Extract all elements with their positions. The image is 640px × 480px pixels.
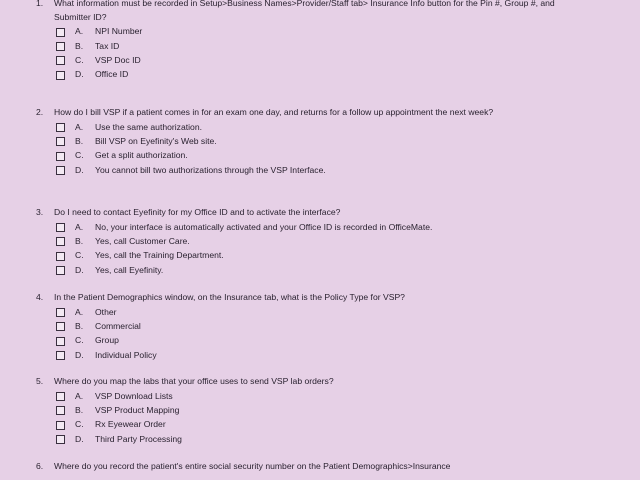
question-5 bbox=[36, 375, 576, 447]
option-d[interactable] bbox=[56, 432, 576, 446]
checkbox-icon[interactable] bbox=[56, 71, 65, 80]
option-d[interactable] bbox=[56, 68, 576, 82]
option-text: Office ID bbox=[95, 69, 129, 80]
checkbox-icon[interactable] bbox=[56, 252, 65, 261]
question-text: In the Patient Demographics window, on the Insurance tab, what is the Policy Type for VSP? bbox=[54, 292, 405, 302]
option-b[interactable] bbox=[56, 235, 576, 249]
checkbox-icon[interactable] bbox=[56, 308, 65, 317]
checkbox-icon[interactable] bbox=[56, 421, 65, 430]
checkbox-icon[interactable] bbox=[56, 237, 65, 246]
option-text: Bill VSP on Eyefinity's Web site. bbox=[95, 136, 217, 147]
option-c[interactable] bbox=[56, 249, 576, 263]
checkbox-icon[interactable] bbox=[56, 337, 65, 346]
checkbox-icon[interactable] bbox=[56, 152, 65, 161]
checkbox-icon[interactable] bbox=[56, 42, 65, 51]
option-letter: C. bbox=[75, 150, 84, 161]
options-list bbox=[56, 121, 576, 178]
option-letter: A. bbox=[75, 221, 84, 232]
checkbox-icon[interactable] bbox=[56, 223, 65, 232]
options-list bbox=[56, 221, 576, 278]
option-letter: D. bbox=[75, 349, 84, 360]
option-letter: C. bbox=[75, 54, 84, 65]
option-letter: C. bbox=[75, 250, 84, 261]
option-a[interactable] bbox=[56, 221, 576, 235]
option-letter: D. bbox=[75, 433, 84, 444]
checkbox-icon[interactable] bbox=[56, 435, 65, 444]
option-letter: B. bbox=[75, 40, 84, 51]
option-text: You cannot bill two authorizations through the VSP Interface. bbox=[95, 164, 326, 175]
option-text: Yes, call Eyefinity. bbox=[95, 264, 164, 275]
option-b[interactable] bbox=[56, 404, 576, 418]
question-number: 2. bbox=[36, 107, 44, 117]
checkbox-icon[interactable] bbox=[56, 137, 65, 146]
option-b[interactable] bbox=[56, 39, 576, 53]
question-4 bbox=[36, 291, 576, 363]
option-letter: A. bbox=[75, 390, 84, 401]
option-text: Other bbox=[95, 306, 117, 317]
option-text: Yes, call Customer Care. bbox=[95, 236, 190, 247]
option-letter: D. bbox=[75, 264, 84, 275]
option-letter: D. bbox=[75, 69, 84, 80]
checkbox-icon[interactable] bbox=[56, 322, 65, 331]
checkbox-icon[interactable] bbox=[56, 406, 65, 415]
option-a[interactable] bbox=[56, 390, 576, 404]
question-2 bbox=[36, 106, 576, 178]
checkbox-icon[interactable] bbox=[56, 392, 65, 401]
question-6 bbox=[36, 460, 576, 474]
option-c[interactable] bbox=[56, 149, 576, 163]
option-d[interactable] bbox=[56, 348, 576, 362]
question-number: 6. bbox=[36, 461, 44, 471]
question-text: What information must be recorded in Setup>Business Names>Provider/Staff tab> Insurance Info button for the Pin #, Group #, and Submitter ID? bbox=[54, 0, 555, 22]
option-text: Tax ID bbox=[95, 40, 120, 51]
option-text: Third Party Processing bbox=[95, 433, 182, 444]
options-list bbox=[56, 25, 576, 82]
question-1 bbox=[36, 0, 576, 82]
question-number: 3. bbox=[36, 207, 44, 217]
question-number: 4. bbox=[36, 292, 44, 302]
option-letter: B. bbox=[75, 136, 84, 147]
option-b[interactable] bbox=[56, 135, 576, 149]
options-list bbox=[56, 390, 576, 447]
question-text: How do I bill VSP if a patient comes in for an exam one day, and returns for a follow up appointment the next week? bbox=[54, 107, 494, 117]
option-letter: C. bbox=[75, 335, 84, 346]
option-c[interactable] bbox=[56, 54, 576, 68]
option-c[interactable] bbox=[56, 418, 576, 432]
option-text: Rx Eyewear Order bbox=[95, 419, 166, 430]
option-letter: B. bbox=[75, 236, 84, 247]
option-letter: C. bbox=[75, 419, 84, 430]
question-text: Where do you record the patient's entire social security number on the Patient Demographics>Insurance bbox=[54, 461, 451, 471]
option-a[interactable] bbox=[56, 25, 576, 39]
option-text: Get a split authorization. bbox=[95, 150, 188, 161]
options-list bbox=[56, 306, 576, 363]
option-text: Individual Policy bbox=[95, 349, 157, 360]
question-text: Do I need to contact Eyefinity for my Office ID and to activate the interface? bbox=[54, 207, 341, 217]
option-d[interactable] bbox=[56, 163, 576, 177]
option-d[interactable] bbox=[56, 263, 576, 277]
option-text: Use the same authorization. bbox=[95, 121, 203, 132]
question-number: 1. bbox=[36, 0, 44, 8]
option-a[interactable] bbox=[56, 121, 576, 135]
question-number: 5. bbox=[36, 376, 44, 386]
option-letter: B. bbox=[75, 405, 84, 416]
option-letter: B. bbox=[75, 321, 84, 332]
checkbox-icon[interactable] bbox=[56, 28, 65, 37]
option-text: VSP Product Mapping bbox=[95, 405, 180, 416]
option-text: VSP Download Lists bbox=[95, 390, 173, 401]
option-letter: D. bbox=[75, 164, 84, 175]
option-text: No, your interface is automatically activated and your Office ID is recorded in OfficeMate. bbox=[95, 221, 433, 232]
option-text: Group bbox=[95, 335, 119, 346]
option-letter: A. bbox=[75, 121, 84, 132]
question-3 bbox=[36, 206, 576, 278]
checkbox-icon[interactable] bbox=[56, 351, 65, 360]
option-letter: A. bbox=[75, 306, 84, 317]
option-text: NPI Number bbox=[95, 26, 143, 37]
option-b[interactable] bbox=[56, 320, 576, 334]
question-text: Where do you map the labs that your office uses to send VSP lab orders? bbox=[54, 376, 334, 386]
option-a[interactable] bbox=[56, 306, 576, 320]
checkbox-icon[interactable] bbox=[56, 123, 65, 132]
option-text: Yes, call the Training Department. bbox=[95, 250, 224, 261]
option-text: VSP Doc ID bbox=[95, 54, 141, 65]
option-c[interactable] bbox=[56, 334, 576, 348]
option-letter: A. bbox=[75, 26, 84, 37]
checkbox-icon[interactable] bbox=[56, 266, 65, 275]
option-text: Commercial bbox=[95, 321, 141, 332]
checkbox-icon[interactable] bbox=[56, 166, 65, 175]
checkbox-icon[interactable] bbox=[56, 56, 65, 65]
